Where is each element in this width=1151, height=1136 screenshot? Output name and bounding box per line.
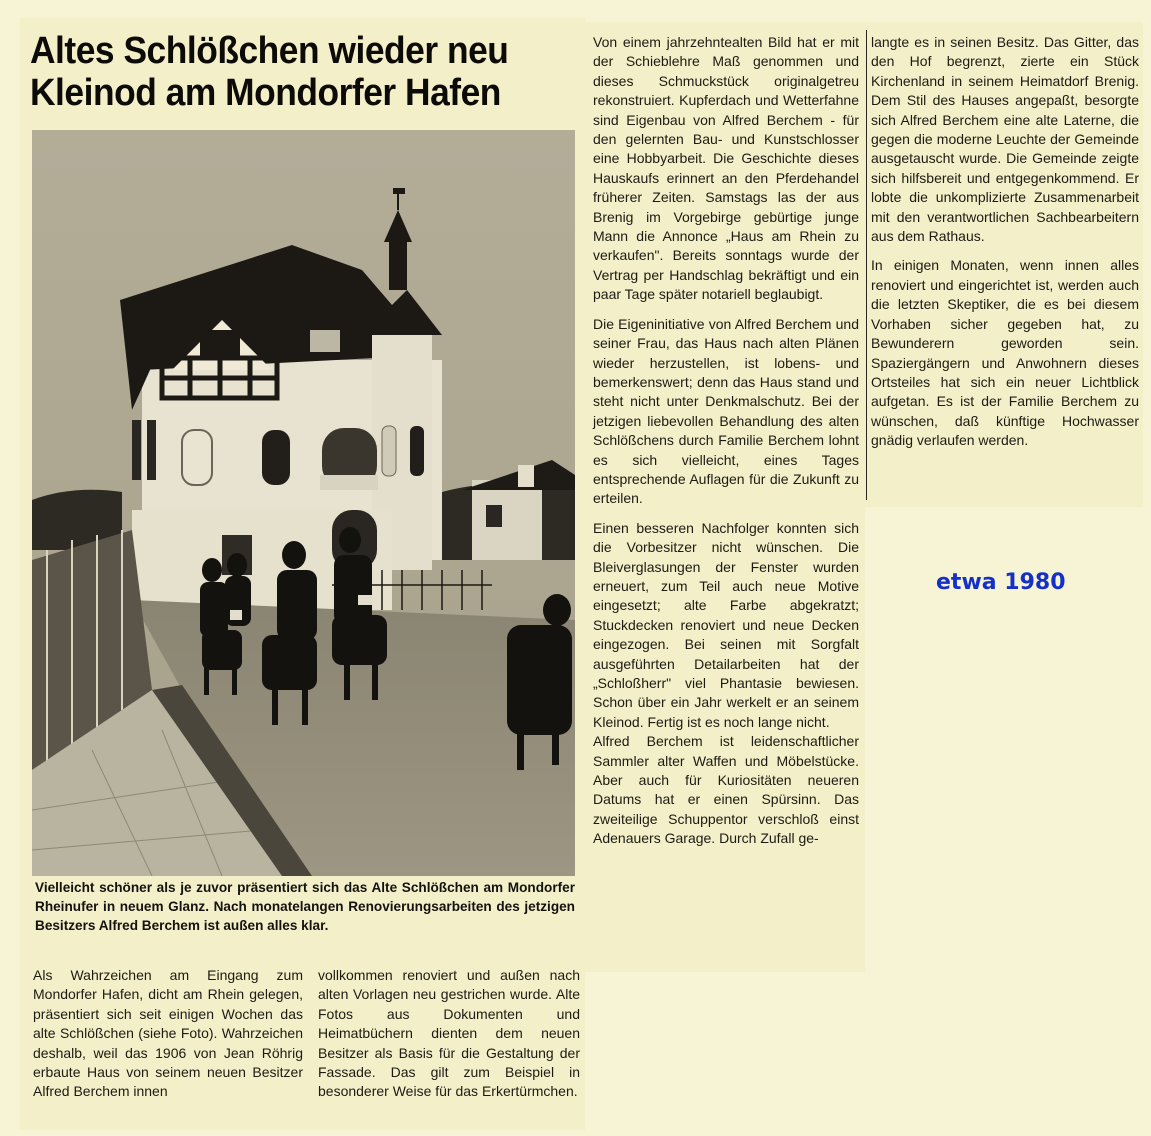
column-divider	[866, 30, 867, 500]
headline	[30, 30, 537, 114]
window-1	[182, 430, 212, 485]
article-column-3	[593, 33, 859, 859]
paragraph: Als Wahrzeichen am Eingang zum Mondorfer Hafen, dicht am Rhein gelegen, präsentiert sich seit einigen Wochen das alte Schlößchen (siehe Foto). Wahrzeichen deshalb, weil das 1906 von Jean Röhrig erbaute Haus von seinem neuen Besitzer Alfred Berchem innen	[33, 967, 303, 1100]
paragraph: Die Eigeninitiative von Alfred Berchem und seiner Frau, das Haus nach alten Plänen wieder herzustellen, ist lobens- und bemerkenswert; denn das Haus stand und steht nicht unter Denkmalschutz. Bei der jetzigen liebevollen Behandlung des alten Schlößchens durch Familie Berchem lohnt es sich vielleicht, eines Tages entsprechende Auflagen für die Zukunft zu erteilen.	[593, 315, 859, 507]
paragraph: langte es in seinen Besitz. Das Gitter, das den Hof begrenzt, zierte ein Stück Kirchenland in seinem Heimatdorf Brenig. Dem Stil des Hauses angepaßt, besorgte sich Alfred Berchem eine alte Laterne, die gegen die moderne Leuchte der Gemeinde ausgetauscht wurde. Die Gemeinde zeigte sich hilfsbereit und entgegenkommend. Er lobte die unkomplizierte Zusammenarbeit mit den verantwortlichen Sachbearbeitern aus dem Rathaus.	[871, 34, 1139, 245]
paragraph: In einigen Monaten, wenn innen alles renoviert und eingerichtet ist, werden auch die letzten Skeptiker, die es bei diesem Vorhaben sicher gegeben hat, zu Bewunderern geworden sein. Spaziergängern und Anwohnern dieses Ortsteiles hat sich ein neuer Lichtblick aufgetan. Es ist der Familie Berchem zu wünschen, daß künftige Hochwasser gnädig verlaufen werden.	[871, 257, 1139, 449]
roof-window	[310, 330, 340, 352]
house-photo	[32, 130, 575, 876]
paragraph: Einen besseren Nachfolger konnten sich die Vorbesitzer nicht wünschen. Die Bleiverglasungen der Fenster wurden erneuert, zum Teil auch neue Motive eingesetzt; alte Farbe abgekratzt; Stuckdecken renoviert und neue Decken eingezogen. Bei seinen mit Sorgfalt ausgeführten Detailarbeiten hat der „Schloßherr" viel Phantasie bewiesen. Schon über ein Jahr werkelt er an seinem Kleinod. Fertig ist es noch lange nicht.	[593, 519, 859, 730]
headline-line-2: Kleinod am Mondorfer Hafen	[30, 72, 501, 114]
photo-caption: Vielleicht schöner als je zuvor präsentiert sich das Alte Schlößchen am Mondorfer Rheinufer in neuem Glanz. Nach monatelangen Renovierungsarbeiten des jetzigen Besitzers Alfred Berchem ist außen alles klar.	[35, 880, 575, 933]
article-column-4	[871, 33, 1139, 461]
weather-vane	[393, 188, 405, 194]
article-column-2	[318, 966, 580, 1112]
window-2	[262, 430, 290, 485]
paragraph: vollkommen renoviert und außen nach alten Vorlagen neu gestrichen wurde. Alte Fotos aus Dokumenten und Heimatbüchern dienten dem neuen Besitzer als Basis für die Gestaltung der Fassade. Das gilt zum Beispiel in besonderer Weise für das Erkertürmchen.	[318, 967, 580, 1100]
house-with-riders-illustration	[32, 130, 575, 876]
paragraph: Alfred Berchem ist leidenschaftlicher Sammler alter Waffen und Möbelstücke. Aber auch für Kuriositäten neueren Datums hat er einen Spürsinn. Das zweiteilige Schuppentor verschloß einst Adenauers Garage. Durch Zufall ge-	[593, 733, 859, 847]
paragraph: Von einem jahrzehntealten Bild hat er mit der Schieblehre Maß genommen und dieses Schmuckstück originalgetreu rekonstruiert. Kupferdach und Wetterfahne sind Eigenbau von Alfred Berchem - für den gelernten Bau- und Kunstschlosser eine Hobbyarbeit. Die Geschichte dieses Hauskaufs erinnert an den Pferdehandel früherer Zeiten. Samstags las der aus Brenig im Vorgebirge gebürtige junge Mann die Annonce „Haus am Rhein zu verkaufen". Bereits sonntags wurde der Vertrag per Handschlag bekräftigt und ein paar Tage später notariell beglaubigt.	[593, 34, 859, 303]
date-annotation: etwa 1980	[936, 570, 1066, 595]
headline-line-1: Altes Schlößchen wieder neu	[30, 30, 509, 72]
article-column-1	[33, 966, 303, 1112]
small-house	[472, 480, 542, 560]
